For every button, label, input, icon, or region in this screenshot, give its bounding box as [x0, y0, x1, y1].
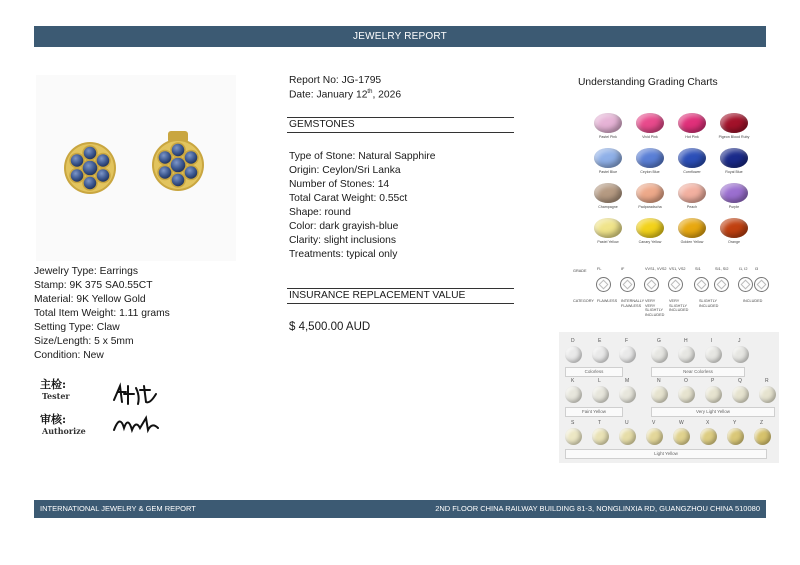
- color-grade-letter: P: [711, 378, 715, 384]
- gem-swatch-label: Pastel Yellow: [597, 240, 619, 244]
- stone-type: Type of Stone: Natural Sapphire: [289, 151, 436, 162]
- color-grade-diamond: [565, 428, 582, 445]
- clarity-category: INCLUDED: [743, 299, 763, 303]
- gem-swatch-label: Peach: [686, 205, 698, 209]
- color-grade-letter: F: [625, 338, 629, 344]
- gem-swatch: [671, 148, 713, 174]
- clarity-diamond: [620, 277, 635, 292]
- report-date: Date: January 12th, 2026: [289, 89, 402, 101]
- color-grade-letter: X: [706, 420, 710, 426]
- header-bar: [34, 26, 766, 47]
- color-grade-letter: O: [684, 378, 688, 384]
- insurance-heading: INSURANCE REPLACEMENT VALUE: [287, 288, 514, 304]
- color-grade-diamond: [619, 386, 636, 403]
- color-grade-diamond: [651, 386, 668, 403]
- gem-swatch: [587, 148, 629, 174]
- clarity-grade: VS1, VS2: [669, 267, 686, 271]
- color-grade-diamond: [619, 428, 636, 445]
- gem-swatch: [587, 113, 629, 139]
- stone-treatments: Treatments: typical only: [289, 249, 398, 260]
- gem-swatch-label: Orange: [728, 240, 740, 244]
- color-grade-diamond: [705, 386, 722, 403]
- color-grade-diamond: [646, 428, 663, 445]
- color-grade-letter: R: [765, 378, 769, 384]
- stone-color: Color: dark grayish-blue: [289, 221, 399, 232]
- signature-block: [40, 376, 170, 438]
- color-grade-diamond: [651, 346, 668, 363]
- gem-swatch-stone: [594, 113, 622, 133]
- color-grade-diamond: [673, 428, 690, 445]
- color-grade-letter: K: [571, 378, 575, 384]
- clarity-grade: FL: [597, 267, 602, 271]
- gem-swatch-label: Padparadscha: [638, 205, 662, 209]
- gem-swatch: [587, 183, 629, 209]
- stone-shape: Shape: round: [289, 207, 351, 218]
- color-grade-band: Near Colorless: [651, 367, 745, 377]
- clarity-grade: I1, I2: [739, 267, 748, 271]
- clarity-diamond: [644, 277, 659, 292]
- gem-swatch: [587, 218, 629, 244]
- color-grade-letter: E: [598, 338, 602, 344]
- gem-swatch-stone: [678, 218, 706, 238]
- stone-clarity: Clarity: slight inclusions: [289, 235, 397, 246]
- gem-swatch: [713, 148, 755, 174]
- color-grade-letter: W: [679, 420, 684, 426]
- clarity-category: INTERNALLY FLAWLESS: [621, 299, 645, 308]
- gem-swatch-label: Cornflower: [683, 170, 701, 174]
- left-earring: [64, 142, 116, 194]
- gem-swatch-stone: [594, 148, 622, 168]
- gem-swatch-label: Golden Yellow: [680, 240, 704, 244]
- gem-swatch-stone: [594, 218, 622, 238]
- gem-swatch: [629, 148, 671, 174]
- color-grade-letter: I: [711, 338, 713, 344]
- gem-swatch-label: Purple: [728, 205, 740, 209]
- gem-swatch-label: Pastel Blue: [598, 170, 618, 174]
- gem-swatch-stone: [720, 148, 748, 168]
- color-grade-letter: Z: [760, 420, 764, 426]
- clarity-diamond: [694, 277, 709, 292]
- insurance-value: $ 4,500.00 AUD: [289, 321, 371, 333]
- stone-carat: Total Carat Weight: 0.55ct: [289, 193, 408, 204]
- gem-swatch-label: Canary Yellow: [638, 240, 662, 244]
- authorize-signature: [110, 412, 162, 436]
- clarity-chart: [567, 265, 762, 315]
- gem-swatch: [629, 113, 671, 139]
- footer-address: 2ND FLOOR CHINA RAILWAY BUILDING 81-3, NONGLINXIA RD, GUANGZHOU CHINA 510080: [435, 504, 760, 513]
- earrings-photo: [36, 75, 236, 261]
- gem-swatch-stone: [678, 183, 706, 203]
- color-grade-diamond: [565, 386, 582, 403]
- right-earring: [152, 131, 204, 191]
- color-grade-letter: L: [598, 378, 601, 384]
- gem-swatch-stone: [720, 113, 748, 133]
- color-grade-diamond: [592, 346, 609, 363]
- gem-swatch-label: Champagne: [598, 205, 618, 209]
- gemstones-heading: GEMSTONES: [287, 117, 514, 133]
- earrings-illustration: [36, 75, 236, 261]
- jewelry-details: [34, 265, 170, 363]
- clarity-diamond: [738, 277, 753, 292]
- color-grade-letter: M: [625, 378, 630, 384]
- color-grade-letter: D: [571, 338, 575, 344]
- color-grade-diamond: [732, 386, 749, 403]
- tester-signature: [110, 382, 162, 408]
- color-grade-diamond: [754, 428, 771, 445]
- color-grade-diamond: [727, 428, 744, 445]
- clarity-diamond: [714, 277, 729, 292]
- color-grade-letter: U: [625, 420, 629, 426]
- gemstone-details: [289, 150, 436, 262]
- color-grade-band: Very Light Yellow: [651, 407, 775, 417]
- color-grade-letter: T: [598, 420, 602, 426]
- gem-swatch-stone: [678, 113, 706, 133]
- gem-swatch-label: Pigeon Blood Ruby: [718, 135, 750, 139]
- color-grade-letter: N: [657, 378, 661, 384]
- gem-swatch: [671, 113, 713, 139]
- color-grade-band: Colorless: [565, 367, 623, 377]
- gem-swatch: [671, 218, 713, 244]
- gem-swatch-stone: [636, 183, 664, 203]
- color-grade-letter: J: [738, 338, 741, 344]
- jewelry-weight: Total Item Weight: 1.11 grams: [34, 308, 170, 319]
- header-title: JEWELRY REPORT: [353, 31, 447, 42]
- color-grade-letter: V: [652, 420, 656, 426]
- grading-title: Understanding Grading Charts: [578, 77, 718, 88]
- authorize-label-en: Authorize: [42, 426, 86, 436]
- report-number: Report No: JG-1795: [289, 75, 382, 86]
- gem-swatch-stone: [636, 148, 664, 168]
- clarity-grade-label: GRADE: [573, 269, 587, 273]
- gem-swatch-label: Vivid Pink: [642, 135, 658, 139]
- jewelry-size: Size/Length: 5 x 5mm: [34, 336, 134, 347]
- gem-swatch-stone: [678, 148, 706, 168]
- color-grade-diamond: [619, 346, 636, 363]
- color-grade-band: Light Yellow: [565, 449, 767, 459]
- clarity-category: FLAWLESS: [597, 299, 618, 303]
- color-grade-diamond: [759, 386, 776, 403]
- clarity-category: VERY SLIGHTLY INCLUDED: [669, 299, 689, 312]
- jewelry-material: Material: 9K Yellow Gold: [34, 294, 146, 305]
- gem-swatch-label: Royal Blue: [725, 170, 743, 174]
- gem-swatch: [713, 183, 755, 209]
- color-grade-diamond: [592, 428, 609, 445]
- jewelry-stamp: Stamp: 9K 375 SA0.55CT: [34, 280, 153, 291]
- footer-left: INTERNATIONAL JEWELRY & GEM REPORT: [40, 504, 196, 513]
- clarity-diamond: [668, 277, 683, 292]
- gem-swatch-stone: [720, 183, 748, 203]
- gem-swatch-stone: [636, 113, 664, 133]
- jewelry-setting: Setting Type: Claw: [34, 322, 120, 333]
- jewelry-type: Jewelry Type: Earrings: [34, 266, 138, 277]
- color-grade-diamond: [678, 346, 695, 363]
- gem-swatch-stone: [636, 218, 664, 238]
- tester-label-cn: 主检:: [40, 378, 67, 391]
- gem-swatch: [671, 183, 713, 209]
- color-grade-letter: S: [571, 420, 575, 426]
- gem-swatch: [713, 218, 755, 244]
- gem-swatch-label: Pastel Pink: [599, 135, 617, 139]
- gem-swatch: [713, 113, 755, 139]
- clarity-category-label: CATEGORY: [573, 299, 594, 303]
- color-grade-band: Faint Yellow: [565, 407, 623, 417]
- clarity-grade: VVS1, VVS2: [645, 267, 667, 271]
- gem-swatch: [629, 183, 671, 209]
- clarity-diamond: [754, 277, 769, 292]
- clarity-grade: SI1: [695, 267, 701, 271]
- gem-swatch: [629, 218, 671, 244]
- clarity-diamond: [596, 277, 611, 292]
- color-grade-diamond: [705, 346, 722, 363]
- color-grade-letter: Y: [733, 420, 737, 426]
- gem-swatch-label: Hot Pink: [685, 135, 699, 139]
- color-grade-letter: Q: [738, 378, 742, 384]
- jewelry-condition: Condition: New: [34, 350, 104, 361]
- gem-swatch-stone: [594, 183, 622, 203]
- gem-swatch-stone: [720, 218, 748, 238]
- diamond-color-scale: [559, 332, 779, 463]
- clarity-category: VERY VERY SLIGHTLY INCLUDED: [645, 299, 665, 317]
- color-grade-letter: H: [684, 338, 688, 344]
- clarity-grade: SI1, SI2: [715, 267, 729, 271]
- color-grade-diamond: [565, 346, 582, 363]
- clarity-grade: IF: [621, 267, 625, 271]
- color-grade-diamond: [678, 386, 695, 403]
- clarity-category: SLIGHTLY INCLUDED: [699, 299, 719, 308]
- color-grade-diamond: [732, 346, 749, 363]
- tester-label-en: Tester: [42, 391, 70, 401]
- stone-count: Number of Stones: 14: [289, 179, 390, 190]
- color-grade-diamond: [700, 428, 717, 445]
- color-grade-letter: G: [657, 338, 661, 344]
- footer-bar: [34, 500, 766, 518]
- clarity-grade: I3: [755, 267, 759, 271]
- color-grade-diamond: [592, 386, 609, 403]
- stone-origin: Origin: Ceylon/Sri Lanka: [289, 165, 401, 176]
- gem-swatch-label: Ceylon Blue: [640, 170, 660, 174]
- authorize-label-cn: 审核:: [40, 413, 67, 426]
